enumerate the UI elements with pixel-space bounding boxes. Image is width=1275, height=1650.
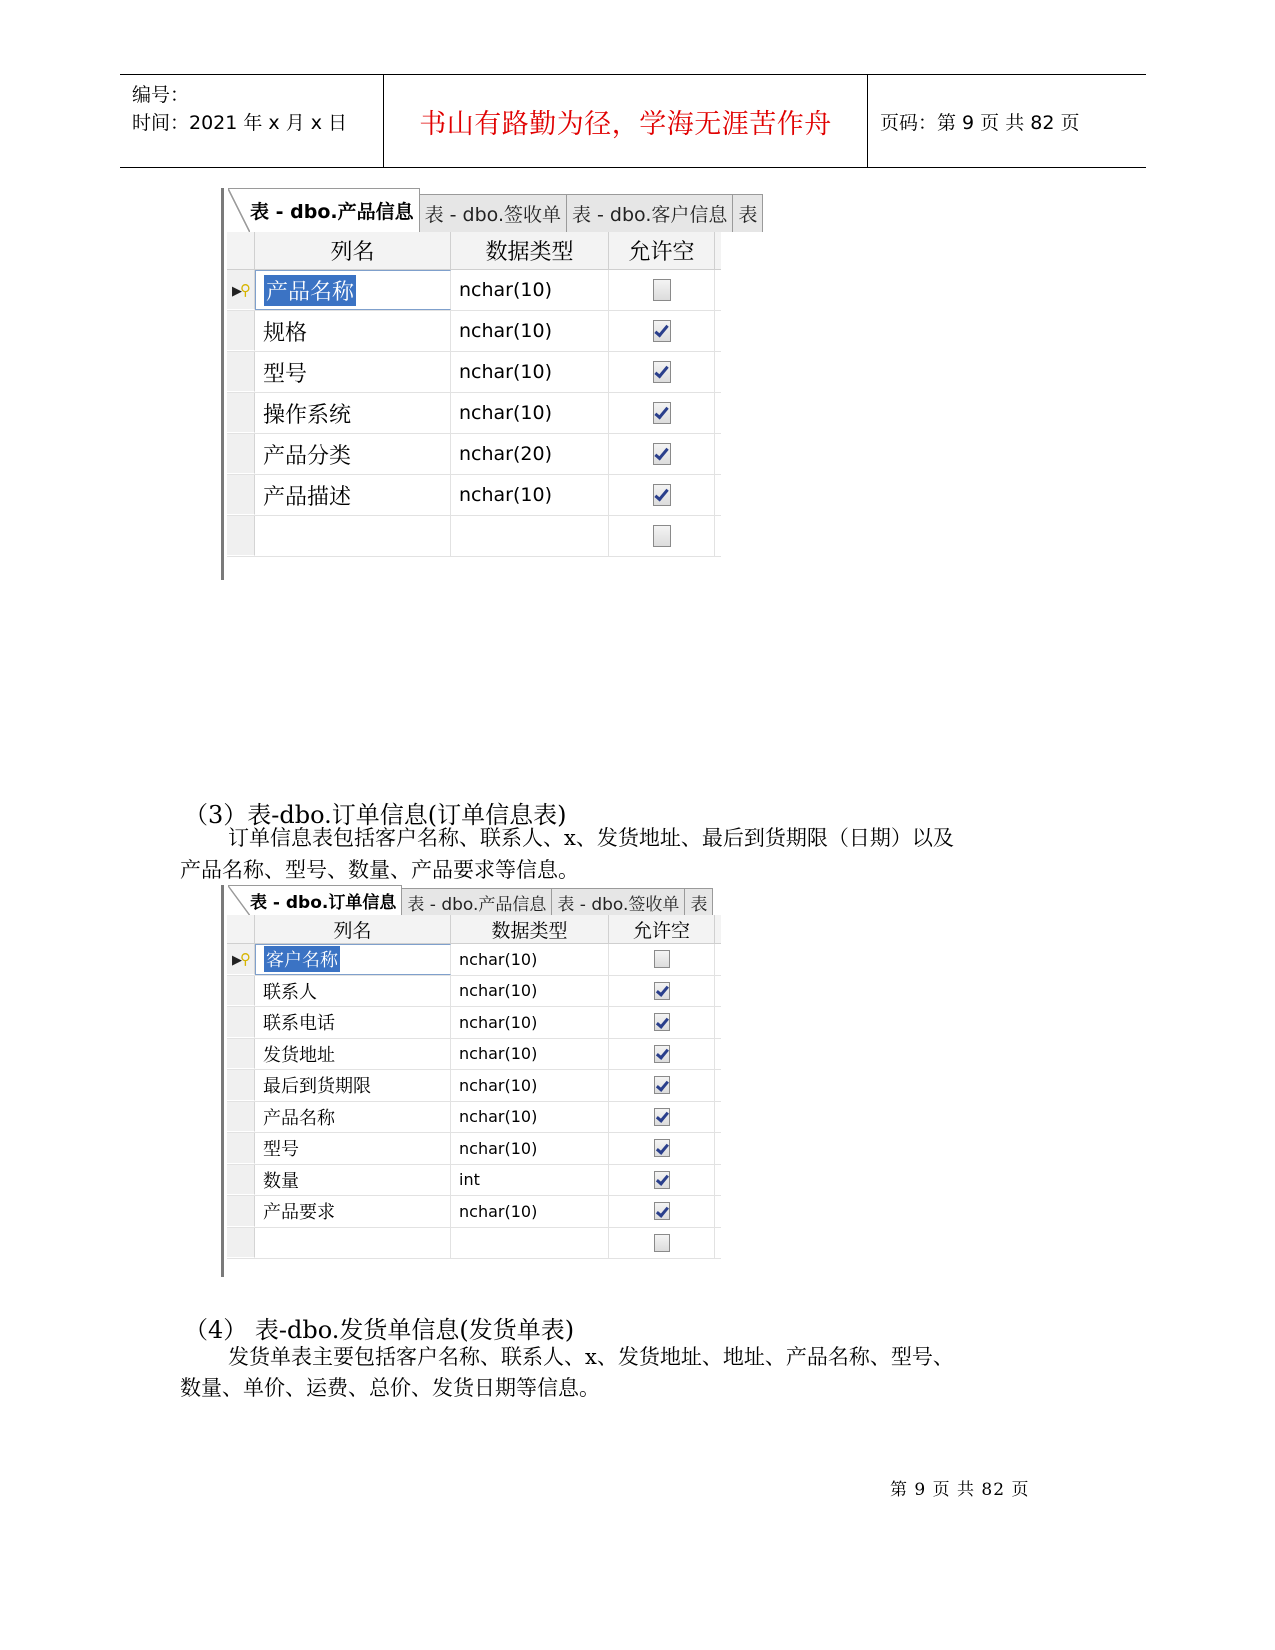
row-selector[interactable] bbox=[227, 393, 255, 433]
row-selector[interactable] bbox=[227, 1102, 255, 1133]
allow-null-cell bbox=[609, 1039, 715, 1070]
page-footer: 第 9 页 共 82 页 bbox=[890, 1480, 1030, 1500]
column-name-cell[interactable] bbox=[255, 1070, 451, 1101]
column-name-cell[interactable] bbox=[255, 1196, 451, 1227]
column-name-cell[interactable] bbox=[255, 1133, 451, 1164]
row-selector-header bbox=[227, 915, 255, 943]
allow-null-cell bbox=[609, 475, 715, 515]
allow-null-checkbox[interactable] bbox=[654, 1171, 670, 1189]
designer-tab[interactable]: 表 - dbo.订单信息 bbox=[228, 885, 402, 915]
column-header: 列名 bbox=[255, 915, 451, 943]
header-motto: 书山有路勤为径，学海无涯苦作舟 bbox=[383, 75, 868, 167]
column-name: 产品分类 bbox=[263, 443, 352, 469]
data-type-cell[interactable]: nchar(10) bbox=[451, 1196, 609, 1227]
column-name-cell[interactable] bbox=[255, 1228, 451, 1259]
designer-tab[interactable]: 表 - dbo.产品信息 bbox=[228, 188, 420, 232]
data-type-cell[interactable]: nchar(10) bbox=[451, 352, 609, 392]
column-header: 数据类型 bbox=[451, 232, 609, 269]
data-type-cell[interactable]: nchar(10) bbox=[451, 1102, 609, 1133]
allow-null-cell bbox=[609, 352, 715, 392]
allow-null-checkbox[interactable] bbox=[654, 1202, 670, 1220]
column-name-cell[interactable] bbox=[255, 475, 451, 515]
data-type-cell[interactable] bbox=[451, 1228, 609, 1259]
row-selector[interactable] bbox=[227, 1133, 255, 1164]
number-label: 编号： bbox=[132, 84, 190, 106]
allow-null-cell bbox=[609, 1196, 715, 1227]
row-selector[interactable] bbox=[227, 1165, 255, 1196]
table-designer-product-info bbox=[221, 188, 758, 580]
column-name: 联系人 bbox=[263, 981, 317, 1003]
row-selector[interactable] bbox=[227, 475, 255, 515]
time-label: 时间：2021 年 x 月 x 日 bbox=[132, 112, 348, 134]
row-selector[interactable] bbox=[227, 434, 255, 474]
allow-null-cell bbox=[609, 393, 715, 433]
designer-tab[interactable]: 表 - dbo.产品信息 bbox=[401, 888, 552, 915]
column-name-cell[interactable] bbox=[255, 976, 451, 1007]
section-3-line-2: 产品名称、型号、数量、产品要求等信息。 bbox=[180, 858, 579, 882]
row-selector[interactable] bbox=[227, 311, 255, 351]
column-header: 数据类型 bbox=[451, 915, 609, 943]
grid-header-row bbox=[227, 232, 721, 270]
column-name: 规格 bbox=[263, 320, 308, 346]
row-selector[interactable] bbox=[227, 976, 255, 1007]
table-row bbox=[227, 1070, 721, 1102]
section-4-line-1: 发货单表主要包括客户名称、联系人、x、发货地址、地址、产品名称、型号、 bbox=[228, 1345, 954, 1369]
data-type-cell[interactable]: nchar(10) bbox=[451, 944, 609, 975]
allow-null-cell bbox=[609, 1007, 715, 1038]
table-row bbox=[227, 1039, 721, 1071]
column-name: 发货地址 bbox=[263, 1044, 335, 1066]
allow-null-cell bbox=[609, 1102, 715, 1133]
row-selector[interactable] bbox=[227, 944, 255, 975]
allow-null-checkbox[interactable] bbox=[654, 1013, 670, 1031]
grid-header-row bbox=[227, 915, 721, 944]
column-name-cell[interactable] bbox=[255, 434, 451, 474]
table-row bbox=[227, 270, 721, 311]
table-row bbox=[227, 352, 721, 393]
column-header: 允许空 bbox=[609, 915, 715, 943]
data-type-cell[interactable]: nchar(20) bbox=[451, 434, 609, 474]
column-name-cell[interactable] bbox=[255, 1165, 451, 1196]
section-4-title: （4） 表-dbo.发货单信息(发货单表) bbox=[184, 1316, 575, 1344]
primary-key-icon: ▶⚲ bbox=[232, 280, 249, 299]
column-header: 允许空 bbox=[609, 232, 715, 269]
table-row bbox=[227, 944, 721, 976]
table-row bbox=[227, 976, 721, 1008]
allow-null-cell bbox=[609, 270, 715, 310]
column-name-cell[interactable] bbox=[255, 393, 451, 433]
row-selector[interactable] bbox=[227, 270, 255, 310]
allow-null-checkbox[interactable] bbox=[654, 950, 670, 968]
column-name: 产品名称 bbox=[264, 275, 356, 306]
row-selector[interactable] bbox=[227, 352, 255, 392]
data-type-cell[interactable] bbox=[451, 516, 609, 556]
row-selector[interactable] bbox=[227, 1070, 255, 1101]
data-type-cell[interactable]: nchar(10) bbox=[451, 393, 609, 433]
allow-null-cell bbox=[609, 976, 715, 1007]
column-name: 产品要求 bbox=[263, 1202, 335, 1224]
column-name-cell[interactable] bbox=[255, 1039, 451, 1070]
column-name: 联系电话 bbox=[263, 1013, 335, 1035]
allow-null-cell bbox=[609, 434, 715, 474]
allow-null-checkbox[interactable] bbox=[653, 320, 671, 342]
table-row bbox=[227, 434, 721, 475]
column-name: 型号 bbox=[263, 1139, 299, 1161]
section-3-title: （3）表-dbo.订单信息(订单信息表) bbox=[184, 801, 567, 829]
primary-key-icon: ▶⚲ bbox=[232, 949, 249, 968]
column-name-cell[interactable] bbox=[255, 270, 451, 310]
column-name: 型号 bbox=[263, 361, 308, 387]
header-page-info: 页码：第 9 页 共 82 页 bbox=[880, 111, 1080, 134]
data-type-cell[interactable]: int bbox=[451, 1165, 609, 1196]
allow-null-checkbox[interactable] bbox=[654, 1234, 670, 1252]
column-name-cell[interactable] bbox=[255, 352, 451, 392]
data-type-cell[interactable]: nchar(10) bbox=[451, 475, 609, 515]
table-row bbox=[227, 1102, 721, 1134]
allow-null-checkbox[interactable] bbox=[654, 1139, 670, 1157]
designer-tabs bbox=[229, 885, 713, 915]
table-row bbox=[227, 1133, 721, 1165]
data-type-cell[interactable]: nchar(10) bbox=[451, 270, 609, 310]
table-row bbox=[227, 311, 721, 352]
column-name-cell[interactable] bbox=[255, 1102, 451, 1133]
column-name: 数量 bbox=[263, 1170, 299, 1192]
allow-null-cell bbox=[609, 1133, 715, 1164]
table-row bbox=[227, 1165, 721, 1197]
allow-null-checkbox[interactable] bbox=[654, 1076, 670, 1094]
designer-tab[interactable]: 表 bbox=[684, 888, 713, 915]
row-selector[interactable] bbox=[227, 1228, 255, 1259]
table-row bbox=[227, 1196, 721, 1228]
column-name: 客户名称 bbox=[264, 946, 340, 972]
allow-null-checkbox[interactable] bbox=[653, 279, 671, 301]
allow-null-cell bbox=[609, 1228, 715, 1259]
designer-tab[interactable]: 表 - dbo.签收单 bbox=[419, 194, 567, 232]
table-row bbox=[227, 393, 721, 434]
allow-null-checkbox[interactable] bbox=[654, 1108, 670, 1126]
allow-null-cell bbox=[609, 311, 715, 351]
table-designer-order-info bbox=[221, 885, 721, 1277]
row-selector[interactable] bbox=[227, 516, 255, 556]
column-name: 最后到货期限 bbox=[263, 1076, 371, 1098]
data-type-cell[interactable]: nchar(10) bbox=[451, 1039, 609, 1070]
allow-null-checkbox[interactable] bbox=[653, 443, 671, 465]
allow-null-cell bbox=[609, 1165, 715, 1196]
column-header: 列名 bbox=[255, 232, 451, 269]
designer-tabs bbox=[229, 188, 763, 232]
data-type-cell[interactable]: nchar(10) bbox=[451, 1070, 609, 1101]
column-name-cell[interactable] bbox=[255, 1007, 451, 1038]
designer-border bbox=[221, 885, 224, 1277]
allow-null-checkbox[interactable] bbox=[654, 982, 670, 1000]
row-selector[interactable] bbox=[227, 1196, 255, 1227]
designer-border bbox=[221, 188, 224, 580]
row-selector[interactable] bbox=[227, 1007, 255, 1038]
allow-null-cell bbox=[609, 1070, 715, 1101]
header-meta bbox=[120, 75, 383, 167]
allow-null-checkbox[interactable] bbox=[653, 361, 671, 383]
column-name-cell[interactable] bbox=[255, 944, 451, 975]
row-selector-header bbox=[227, 232, 255, 269]
table-row bbox=[227, 516, 721, 557]
row-selector[interactable] bbox=[227, 1039, 255, 1070]
column-name: 产品描述 bbox=[263, 484, 352, 510]
allow-null-checkbox[interactable] bbox=[653, 484, 671, 506]
allow-null-checkbox[interactable] bbox=[653, 402, 671, 424]
table-row bbox=[227, 1228, 721, 1260]
table-row bbox=[227, 475, 721, 516]
allow-null-cell bbox=[609, 516, 715, 556]
table-row bbox=[227, 1007, 721, 1039]
data-type-cell[interactable]: nchar(10) bbox=[451, 311, 609, 351]
page-header bbox=[120, 74, 1146, 168]
designer-tab[interactable]: 表 - dbo.签收单 bbox=[551, 888, 685, 915]
allow-null-checkbox[interactable] bbox=[654, 1045, 670, 1063]
data-type-cell[interactable]: nchar(10) bbox=[451, 1133, 609, 1164]
column-name: 操作系统 bbox=[263, 402, 352, 428]
designer-grid bbox=[227, 915, 721, 1259]
designer-tab[interactable]: 表 - dbo.客户信息 bbox=[566, 194, 733, 232]
data-type-cell[interactable]: nchar(10) bbox=[451, 976, 609, 1007]
allow-null-cell bbox=[609, 944, 715, 975]
allow-null-checkbox[interactable] bbox=[653, 525, 671, 547]
designer-grid bbox=[227, 232, 721, 557]
section-3-line-1: 订单信息表包括客户名称、联系人、x、发货地址、最后到货期限（日期）以及 bbox=[228, 826, 954, 850]
column-name-cell[interactable] bbox=[255, 311, 451, 351]
column-name: 产品名称 bbox=[263, 1107, 335, 1129]
data-type-cell[interactable]: nchar(10) bbox=[451, 1007, 609, 1038]
section-4-line-2: 数量、单价、运费、总价、发货日期等信息。 bbox=[180, 1376, 600, 1400]
column-name-cell[interactable] bbox=[255, 516, 451, 556]
designer-tab[interactable]: 表 bbox=[732, 194, 763, 232]
